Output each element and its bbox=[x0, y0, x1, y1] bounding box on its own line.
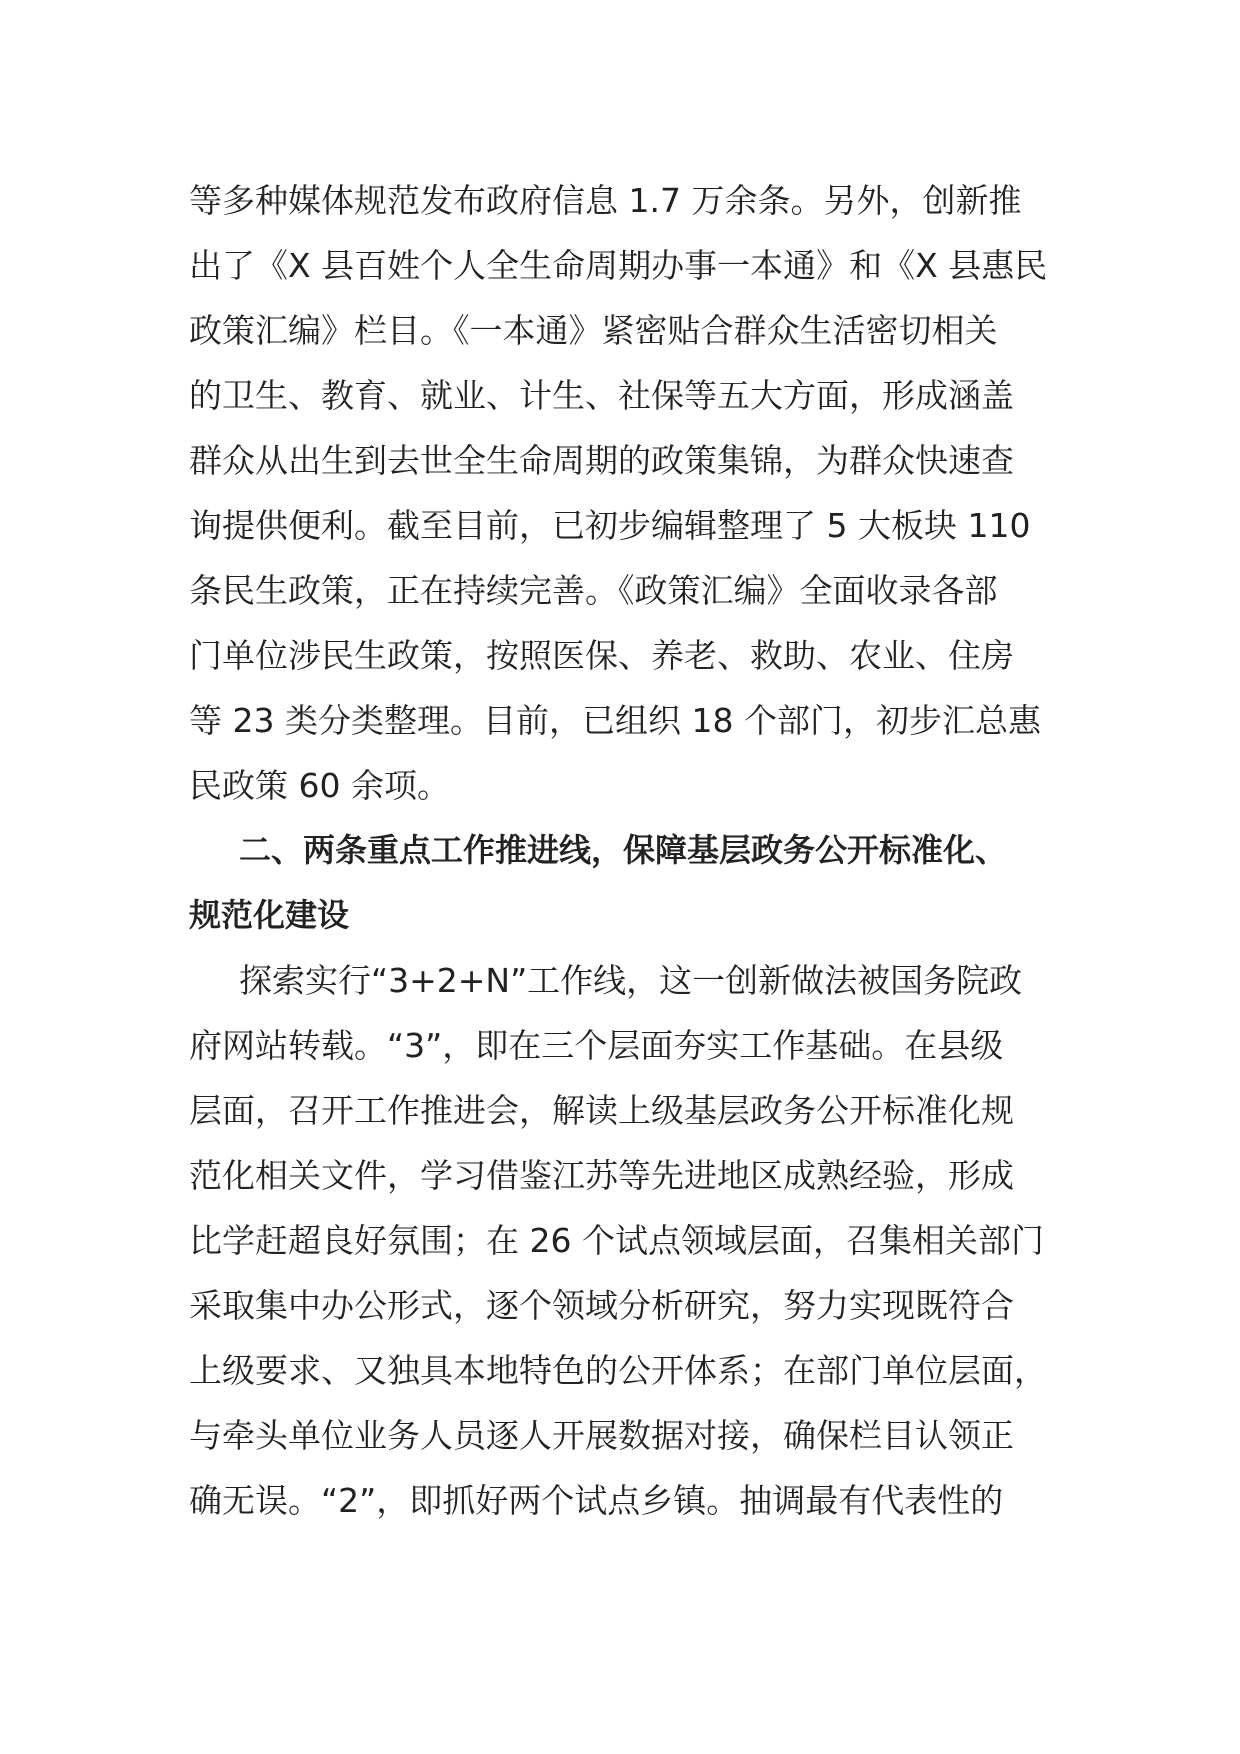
body-line: 门单位涉民生政策，按照医保、养老、救助、农业、住房 bbox=[189, 636, 1014, 675]
section-heading: 二、两条重点工作推进线，保障基层政务公开标准化、 bbox=[239, 831, 1008, 869]
body-line: 层面，召开工作推进会，解读上级基层政务公开标准化规 bbox=[189, 1091, 1014, 1130]
body-line: 询提供便利。截至目前，已初步编辑整理了 5 大板块 110 bbox=[189, 506, 1031, 545]
body-line: 确无误。“2”，即抓好两个试点乡镇。抽调最有代表性的 bbox=[189, 1481, 1004, 1520]
body-line: 上级要求、又独具本地特色的公开体系；在部门单位层面， bbox=[189, 1351, 1047, 1390]
body-line: 等 23 类分类整理。目前，已组织 18 个部门，初步汇总惠 bbox=[189, 701, 1041, 740]
body-line: 群众从出生到去世全生命周期的政策集锦，为群众快速查 bbox=[189, 441, 1014, 480]
body-line: 条民生政策，正在持续完善。《政策汇编》全面收录各部 bbox=[189, 571, 998, 610]
body-line: 出了《X 县百姓个人全生命周期办事一本通》和《X 县惠民 bbox=[189, 246, 1048, 285]
body-line: 的卫生、教育、就业、计生、社保等五大方面，形成涵盖 bbox=[189, 376, 1014, 415]
body-line: 府网站转载。“3”，即在三个层面夯实工作基础。在县级 bbox=[189, 1026, 1004, 1065]
body-line: 采取集中办公形式，逐个领域分析研究，努力实现既符合 bbox=[189, 1286, 1014, 1325]
body-line: 比学赶超良好氛围；在 26 个试点领域层面，召集相关部门 bbox=[189, 1221, 1044, 1260]
body-line: 民政策 60 余项。 bbox=[189, 766, 450, 805]
body-line: 等多种媒体规范发布政府信息 1.7 万余条。另外，创新推 bbox=[189, 181, 1022, 220]
body-line: 范化相关文件，学习借鉴江苏等先进地区成熟经验，形成 bbox=[189, 1156, 1014, 1195]
body-line: 探索实行“3+2+N”工作线，这一创新做法被国务院政 bbox=[239, 961, 1023, 1000]
document-body bbox=[189, 168, 1059, 1533]
body-line: 政策汇编》栏目。《一本通》紧密贴合群众生活密切相关 bbox=[189, 311, 998, 350]
body-line: 与牵头单位业务人员逐人开展数据对接，确保栏目认领正 bbox=[189, 1416, 1014, 1455]
section-heading-continued: 规范化建设 bbox=[189, 896, 350, 934]
